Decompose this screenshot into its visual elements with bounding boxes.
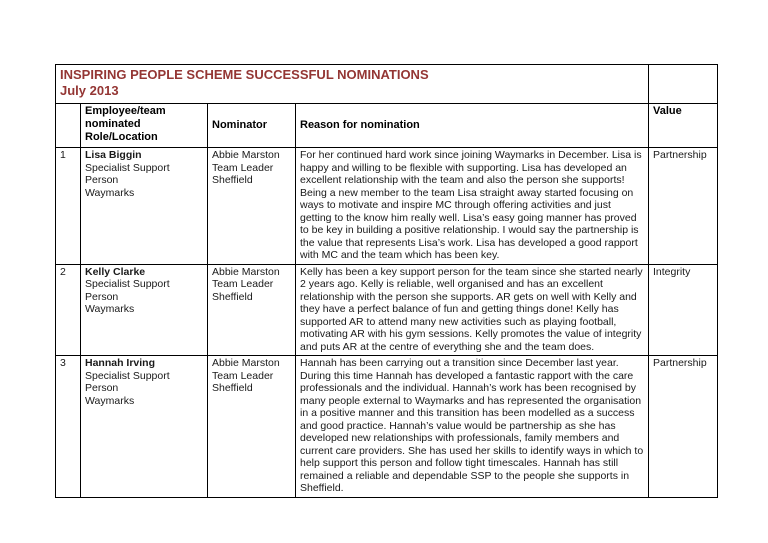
table-row [56,356,718,498]
value-cell: Integrity [649,264,718,356]
nominator-cell [208,148,296,265]
employee-name: Kelly Clarke [85,265,146,278]
table-header-row [56,104,718,148]
nominations-table [55,64,718,498]
nominator-location: Sheffield [212,290,253,303]
nominator-role: Team Leader [212,278,274,290]
employee-location: Waymarks [85,394,135,407]
column-header-nominator: Nominator [208,104,296,148]
row-number: 3 [56,356,81,498]
employee-name: Hannah Irving [85,357,156,369]
value-cell: Partnership [649,148,718,265]
nominator-role: Team Leader [212,369,274,382]
column-header-number [56,104,81,148]
employee-cell [81,356,208,498]
page-title: INSPIRING PEOPLE SCHEME SUCCESSFUL NOMINATIONS [60,67,429,82]
nominator-cell [208,356,296,498]
nominator-name: Abbie Marston [212,265,280,278]
reason-cell: Kelly has been a key support person for the team since she started nearly 2 years ago. Kelly is reliable, well organised and has an excellent relationship with the person she supports. AR gets on well with Kelly and they have a perfect balance of fun and getting things done! Kelly has supported AR to attend many new activities such as playing football, motivating AR with his gym sessions. Kelly promotes the value of integrity and puts AR at the centre of everything she and the team does. [296,264,649,356]
employee-role: Specialist Support Person [85,161,170,186]
table-row [56,264,718,356]
employee-location: Waymarks [85,186,135,199]
employee-location: Waymarks [85,303,135,315]
employee-cell [81,264,208,356]
nominator-role: Team Leader [212,161,274,174]
page-subtitle-date: July 2013 [60,83,119,98]
nominator-location: Sheffield [212,382,253,394]
nominator-name: Abbie Marston [212,149,280,161]
employee-role: Specialist Support Person [85,278,170,303]
table-row [56,148,718,265]
row-number: 2 [56,264,81,356]
column-header-value: Value [649,104,718,148]
nominator-name: Abbie Marston [212,357,280,369]
employee-cell [81,148,208,265]
employee-name: Lisa Biggin [85,149,142,161]
nominator-location: Sheffield [212,174,253,186]
column-header-reason: Reason for nomination [296,104,649,148]
reason-cell: Hannah has been carrying out a transition since December last year. During this time Hannah has developed a fantastic rapport with the care professionals and the individual. Hannah’s work has been recognised by many people external to Waymarks and has represented the organisation in a positive manner and this transition has been modelled as a success and good practice. Hannah’s value would be partnership as she has developed new relationships with professionals, family members and current care providers. She has used her skills to identify ways in which to help support this person and follow tight timescales. Hannah has still remained a reliable and dependable SSP to the people she supports in Sheffield. [296,356,649,498]
title-row [56,65,718,104]
title-row-value-spacer-cell [649,65,718,104]
employee-role: Specialist Support Person [85,369,170,394]
row-number: 1 [56,148,81,265]
title-cell [56,65,649,104]
value-cell: Partnership [649,356,718,498]
column-header-employee: Employee/team nominated Role/Location [81,104,208,148]
reason-cell: For her continued hard work since joining Waymarks in December. Lisa is happy and willing to be flexible with supporting. Lisa has developed an excellent relationship with the team and also the person she supports! Being a new member to the team Lisa straight away started focusing on ways to motivate and inspire MC through offering activities and just getting to the know him really well. Lisa’s easy going manner has proved to be key in building a positive relationship. I would say the partnership is the value that represents Lisa’s work. Lisa has developed a good rapport with MC and the team which has been key. [296,148,649,265]
nominator-cell [208,264,296,356]
